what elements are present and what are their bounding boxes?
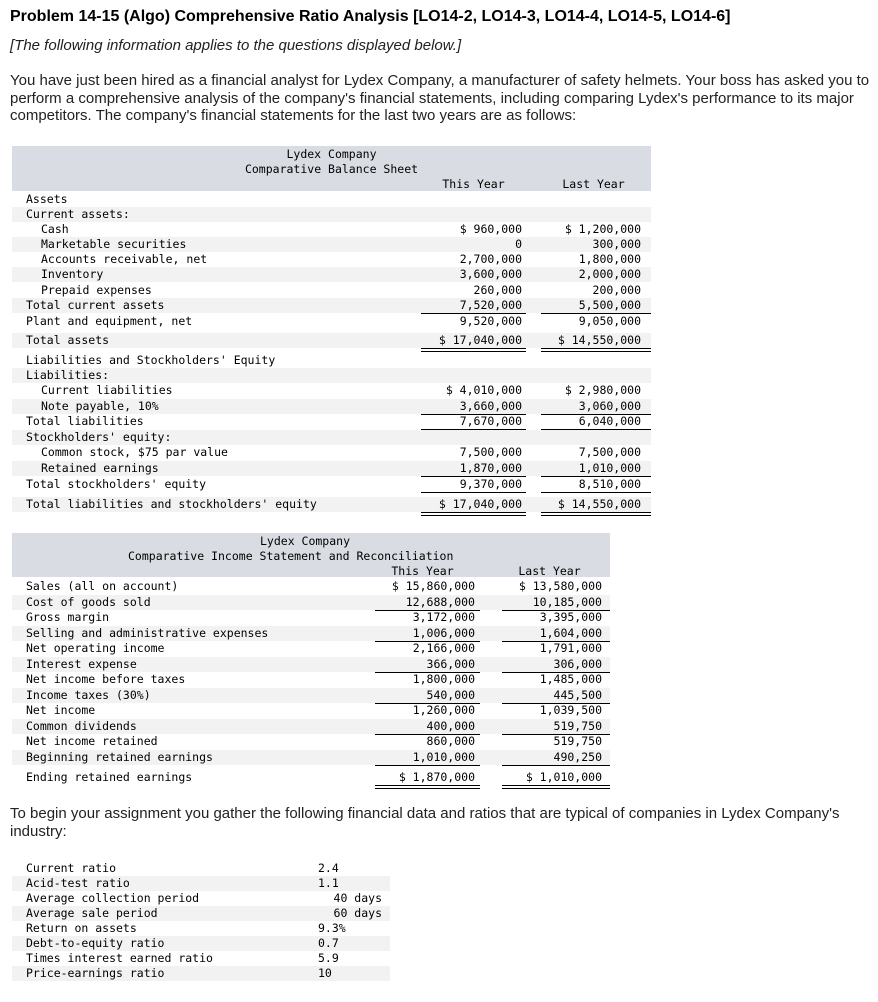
row-label: Total stockholders' equity bbox=[26, 477, 207, 491]
value-last-year: $ 14,550,000 bbox=[557, 497, 641, 511]
value-last-year: 3,395,000 bbox=[539, 610, 602, 624]
underline bbox=[502, 765, 610, 766]
row-label: Current liabilities bbox=[41, 383, 173, 397]
value-last-year: $ 1,010,000 bbox=[525, 770, 602, 784]
row-label: Assets bbox=[26, 192, 68, 206]
row-label: Net operating income bbox=[26, 641, 165, 655]
ratio-value: 10 bbox=[318, 966, 332, 980]
value-last-year: 300,000 bbox=[592, 237, 641, 251]
value-this-year: $ 4,010,000 bbox=[445, 383, 522, 397]
value-this-year: 3,600,000 bbox=[459, 267, 522, 281]
value-last-year: $ 14,550,000 bbox=[557, 333, 641, 347]
value-last-year: 1,604,000 bbox=[539, 626, 602, 640]
row-label: Accounts receivable, net bbox=[41, 252, 208, 266]
value-this-year: 400,000 bbox=[426, 719, 475, 733]
ratio-value: 1.1 bbox=[318, 876, 339, 890]
value-this-year: 12,688,000 bbox=[405, 595, 475, 609]
value-last-year: $ 2,980,000 bbox=[564, 383, 641, 397]
value-this-year: 7,670,000 bbox=[459, 414, 522, 428]
intro-paragraph: You have just been hired as a financial analyst for Lydex Company, a manufacturer of safety helmets. Your boss has asked you to perform a comprehensive analysis of the company's financial statements, including comparing Lydex's performance to its major competitors. The company's financial statements for the last two years are as follows: bbox=[10, 72, 870, 124]
row-label: Liabilities: bbox=[26, 368, 110, 382]
value-this-year: 2,700,000 bbox=[459, 252, 522, 266]
row-label: Total assets bbox=[26, 333, 110, 347]
value-this-year: 0 bbox=[515, 237, 522, 251]
value-last-year: 200,000 bbox=[592, 283, 641, 297]
value-this-year: 1,870,000 bbox=[459, 461, 522, 475]
value-this-year: $ 1,870,000 bbox=[398, 770, 475, 784]
value-last-year: 3,060,000 bbox=[578, 399, 641, 413]
value-this-year: 1,800,000 bbox=[412, 672, 475, 686]
row-label: Retained earnings bbox=[41, 461, 159, 475]
row-label: Cash bbox=[41, 222, 69, 236]
row-label: Marketable securities bbox=[41, 237, 187, 251]
value-last-year: 306,000 bbox=[553, 657, 602, 671]
row-label: Inventory bbox=[41, 267, 104, 281]
row-label: Gross margin bbox=[26, 610, 110, 624]
income-statement-title: Comparative Income Statement and Reconciliation bbox=[128, 549, 454, 563]
row-label: Common stock, $75 par value bbox=[41, 445, 228, 459]
value-last-year: 1,791,000 bbox=[539, 641, 602, 655]
row-label: Current assets: bbox=[26, 207, 130, 221]
value-last-year: 10,185,000 bbox=[532, 595, 602, 609]
value-last-year: 519,750 bbox=[553, 719, 602, 733]
value-last-year: $ 13,580,000 bbox=[518, 579, 602, 593]
ratio-label: Debt-to-equity ratio bbox=[26, 936, 165, 950]
row-label: Sales (all on account) bbox=[26, 579, 179, 593]
value-this-year: 3,660,000 bbox=[459, 399, 522, 413]
ratio-value: 40 days bbox=[333, 891, 382, 905]
double-underline bbox=[541, 512, 651, 516]
row-label: Total liabilities bbox=[26, 414, 144, 428]
value-this-year: 860,000 bbox=[426, 734, 475, 748]
income-statement-company: Lydex Company bbox=[260, 534, 351, 548]
underline bbox=[421, 492, 526, 493]
balance-sheet-col-this-year: This Year bbox=[442, 177, 505, 191]
ratio-label: Average collection period bbox=[26, 891, 200, 905]
value-this-year: 7,520,000 bbox=[459, 298, 522, 312]
value-this-year: 366,000 bbox=[426, 657, 475, 671]
value-last-year: 445,500 bbox=[553, 688, 602, 702]
value-last-year: 1,800,000 bbox=[578, 252, 641, 266]
underline bbox=[375, 765, 480, 766]
ratio-label: Average sale period bbox=[26, 906, 158, 920]
value-this-year: 1,260,000 bbox=[412, 703, 475, 717]
double-underline bbox=[541, 348, 651, 352]
value-this-year: $ 15,860,000 bbox=[391, 579, 475, 593]
value-this-year: 2,166,000 bbox=[412, 641, 475, 655]
row-label: Stockholders' equity: bbox=[26, 430, 172, 444]
row-label: Common dividends bbox=[26, 719, 137, 733]
row-label: Beginning retained earnings bbox=[26, 750, 213, 764]
double-underline bbox=[375, 785, 480, 789]
row-label: Note payable, 10% bbox=[41, 399, 159, 413]
ratio-value: 60 days bbox=[333, 906, 382, 920]
value-this-year: 540,000 bbox=[426, 688, 475, 702]
value-this-year: $ 17,040,000 bbox=[438, 333, 522, 347]
row-label: Selling and administrative expenses bbox=[26, 626, 269, 640]
value-this-year: 7,500,000 bbox=[459, 445, 522, 459]
double-underline bbox=[421, 512, 526, 516]
row-label: Income taxes (30%) bbox=[26, 688, 151, 702]
ratio-label: Current ratio bbox=[26, 861, 117, 875]
value-last-year: 1,010,000 bbox=[578, 461, 641, 475]
problem-title: Problem 14-15 (Algo) Comprehensive Ratio Analysis [LO14-2, LO14-3, LO14-4, LO14-5, LO14-6] bbox=[10, 8, 731, 25]
industry-intro-paragraph: To begin your assignment you gather the following financial data and ratios that are typical of companies in Lydex Company's industry: bbox=[10, 805, 840, 840]
underline bbox=[541, 492, 651, 493]
value-this-year: 1,006,000 bbox=[412, 626, 475, 640]
row-label: Ending retained earnings bbox=[26, 770, 193, 784]
ratio-label: Acid-test ratio bbox=[26, 876, 130, 890]
value-this-year: $ 17,040,000 bbox=[438, 497, 522, 511]
row-label: Net income bbox=[26, 703, 96, 717]
row-label: Liabilities and Stockholders' Equity bbox=[26, 353, 276, 367]
ratio-value: 9.3% bbox=[318, 921, 346, 935]
row-label: Interest expense bbox=[26, 657, 137, 671]
ratio-label: Times interest earned ratio bbox=[26, 951, 213, 965]
income-statement-col-last-year: Last Year bbox=[518, 564, 581, 578]
balance-sheet-col-last-year: Last Year bbox=[562, 177, 625, 191]
problem-subtitle: [The following information applies to the questions displayed below.] bbox=[10, 37, 462, 54]
double-underline bbox=[421, 348, 526, 352]
value-this-year: 3,172,000 bbox=[412, 610, 475, 624]
row-label: Prepaid expenses bbox=[41, 283, 152, 297]
value-last-year: 1,039,500 bbox=[539, 703, 602, 717]
value-last-year: 1,485,000 bbox=[539, 672, 602, 686]
balance-sheet-title: Comparative Balance Sheet bbox=[244, 162, 419, 176]
row-label: Net income before taxes bbox=[26, 672, 186, 686]
value-this-year: 9,370,000 bbox=[459, 477, 522, 491]
value-this-year: 1,010,000 bbox=[412, 750, 475, 764]
value-this-year: 9,520,000 bbox=[459, 314, 522, 328]
ratio-label: Price-earnings ratio bbox=[26, 966, 165, 980]
value-last-year: 2,000,000 bbox=[578, 267, 641, 281]
value-last-year: 519,750 bbox=[553, 734, 602, 748]
balance-sheet-company: Lydex Company bbox=[286, 147, 377, 161]
ratio-value: 2.4 bbox=[318, 861, 339, 875]
value-last-year: 8,510,000 bbox=[578, 477, 641, 491]
row-label: Total liabilities and stockholders' equity bbox=[26, 497, 317, 511]
value-this-year: 260,000 bbox=[473, 283, 522, 297]
value-last-year: 6,040,000 bbox=[578, 414, 641, 428]
ratio-value: 0.7 bbox=[318, 936, 339, 950]
ratio-label: Return on assets bbox=[26, 921, 137, 935]
row-label: Net income retained bbox=[26, 734, 158, 748]
row-label: Cost of goods sold bbox=[26, 595, 151, 609]
value-last-year: 9,050,000 bbox=[578, 314, 641, 328]
row-label: Total current assets bbox=[26, 298, 165, 312]
row-label: Plant and equipment, net bbox=[26, 314, 193, 328]
ratio-value: 5.9 bbox=[318, 951, 339, 965]
value-last-year: 5,500,000 bbox=[578, 298, 641, 312]
value-this-year: $ 960,000 bbox=[459, 222, 522, 236]
value-last-year: 7,500,000 bbox=[578, 445, 641, 459]
double-underline bbox=[502, 785, 610, 789]
value-last-year: $ 1,200,000 bbox=[564, 222, 641, 236]
income-statement-col-this-year: This Year bbox=[391, 564, 454, 578]
value-last-year: 490,250 bbox=[553, 750, 602, 764]
